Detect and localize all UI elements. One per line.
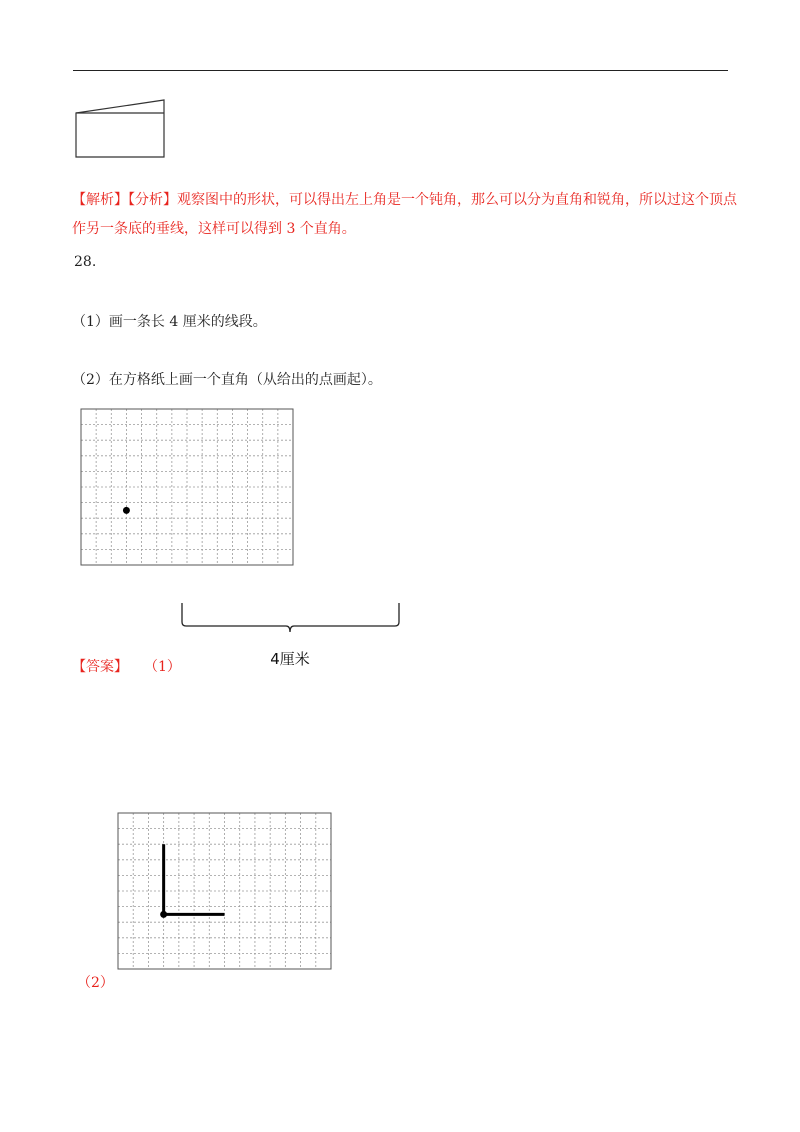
question-number: 28. bbox=[74, 254, 97, 270]
vertex-point bbox=[160, 911, 167, 918]
answer-grid bbox=[118, 813, 331, 969]
answer-tag: 【答案】 bbox=[72, 659, 128, 675]
analysis-text: 【解析】【分析】观察图中的形状，可以得出左上角是一个钝角，那么可以分为直角和锐角，所以过这个顶点作另一条底的垂线，这样可以得到 3 个直角。 bbox=[72, 192, 737, 237]
answer-part-1-label: （1） bbox=[144, 659, 181, 675]
segment-length-label: 4厘米 bbox=[270, 650, 310, 668]
answer-part-2-label: （2） bbox=[77, 975, 114, 991]
question-part-2: （2）在方格纸上画一个直角（从给出的点画起）。 bbox=[72, 372, 382, 388]
question-part-1: （1）画一条长 4 厘米的线段。 bbox=[72, 314, 267, 330]
